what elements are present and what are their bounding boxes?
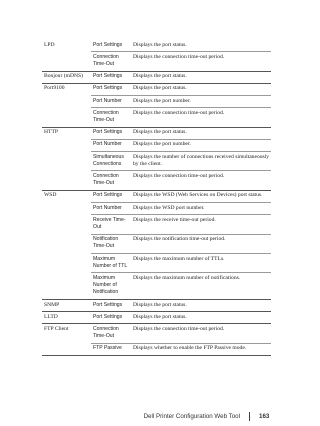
footer-title: Dell Printer Configuration Web Tool — [143, 413, 240, 420]
setting-cell: Port Settings — [91, 40, 131, 52]
protocol-cell — [42, 171, 91, 190]
setting-cell: Maximum Number of Notification — [91, 273, 131, 300]
setting-cell: FTP Passive — [91, 343, 131, 355]
description-cell: Displays the port number. — [131, 96, 271, 108]
table-row — [42, 324, 271, 343]
protocol-cell — [42, 254, 91, 273]
protocol-cell — [42, 343, 91, 355]
description-cell: Displays the notification time-out period. — [131, 234, 271, 253]
footer-divider — [249, 412, 250, 421]
description-cell: Displays whether to enable the FTP Passive mode. — [131, 343, 271, 355]
description-cell: Displays the receive time-out period. — [131, 215, 271, 234]
protocol-cell — [42, 215, 91, 234]
description-cell: Displays the connection time-out period. — [131, 171, 271, 190]
table-row — [42, 343, 271, 355]
table-row — [42, 52, 271, 71]
table-row — [42, 254, 271, 273]
table-row — [42, 40, 271, 52]
table-row — [42, 312, 271, 324]
description-cell: Displays the port number. — [131, 139, 271, 151]
setting-cell: Connection Time-Out — [91, 171, 131, 190]
description-cell: Displays the port status. — [131, 127, 271, 139]
description-cell: Displays the connection time-out period. — [131, 52, 271, 71]
table-row — [42, 273, 271, 300]
protocol-cell: HTTP — [44, 129, 58, 136]
setting-cell: Port Settings — [91, 300, 131, 312]
setting-cell: Notification Time-Out — [91, 234, 131, 253]
protocol-cell: WSD — [44, 192, 57, 199]
protocol-cell — [42, 234, 91, 253]
table-row — [42, 152, 271, 171]
description-cell: Displays the port status. — [131, 83, 271, 95]
setting-cell: Port Number — [91, 203, 131, 215]
setting-cell: Port Settings — [91, 71, 131, 83]
table-row — [42, 96, 271, 108]
description-cell: Displays the connection time-out period. — [131, 108, 271, 127]
description-cell: Displays the WSD (Web Services on Devices) port status. — [131, 190, 271, 202]
protocol-cell — [42, 273, 91, 300]
protocol-cell: LPD — [44, 41, 55, 48]
protocol-cell — [42, 203, 91, 215]
settings-table — [42, 40, 271, 356]
table-row — [42, 300, 271, 312]
protocol-cell — [42, 96, 91, 108]
description-cell: Displays the port status. — [131, 71, 271, 83]
description-cell: Displays the port status. — [131, 40, 271, 52]
protocol-cell — [42, 52, 91, 71]
protocol-cell: Bonjour (mDNS) — [42, 71, 91, 83]
description-cell: Displays the maximum number of TTLs. — [131, 254, 271, 273]
protocol-cell: FTP Client — [44, 325, 69, 332]
description-cell: Displays the number of connections received simultaneously by the client. — [131, 152, 271, 171]
description-cell: Displays the connection time-out period. — [131, 324, 271, 343]
protocol-cell: LLTD — [42, 312, 91, 324]
setting-cell: Simultaneous Connections — [91, 152, 131, 171]
description-cell: Displays the port status. — [131, 312, 271, 324]
table-row — [42, 83, 271, 95]
table-row — [42, 71, 271, 83]
table-row — [42, 171, 271, 190]
setting-cell: Maximum Number of TTL — [91, 254, 131, 273]
table-row — [42, 215, 271, 234]
setting-cell: Port Number — [91, 139, 131, 151]
setting-cell: Port Settings — [91, 312, 131, 324]
protocol-cell: Port9100 — [44, 85, 65, 92]
protocol-cell: SNMP — [42, 300, 91, 312]
table-row — [42, 203, 271, 215]
setting-cell: Receive Time-Out — [91, 215, 131, 234]
description-cell: Displays the maximum number of notifications. — [131, 273, 271, 300]
protocol-cell — [42, 108, 91, 127]
page-footer — [0, 413, 300, 423]
setting-cell: Port Number — [91, 96, 131, 108]
protocol-cell — [42, 152, 91, 171]
protocol-cell — [42, 139, 91, 151]
setting-cell: Connection Time-Out — [91, 324, 131, 343]
table-row — [42, 127, 271, 139]
description-cell: Displays the WSD port number. — [131, 203, 271, 215]
setting-cell: Connection Time-Out — [91, 52, 131, 71]
setting-cell: Port Settings — [91, 127, 131, 139]
table-row — [42, 108, 271, 127]
table-row — [42, 190, 271, 202]
setting-cell: Port Settings — [91, 190, 131, 202]
setting-cell: Port Settings — [91, 83, 131, 95]
setting-cell: Connection Time-Out — [91, 108, 131, 127]
table-row — [42, 139, 271, 151]
table-row — [42, 234, 271, 253]
description-cell: Displays the port status. — [131, 300, 271, 312]
page-number: 163 — [259, 413, 270, 420]
